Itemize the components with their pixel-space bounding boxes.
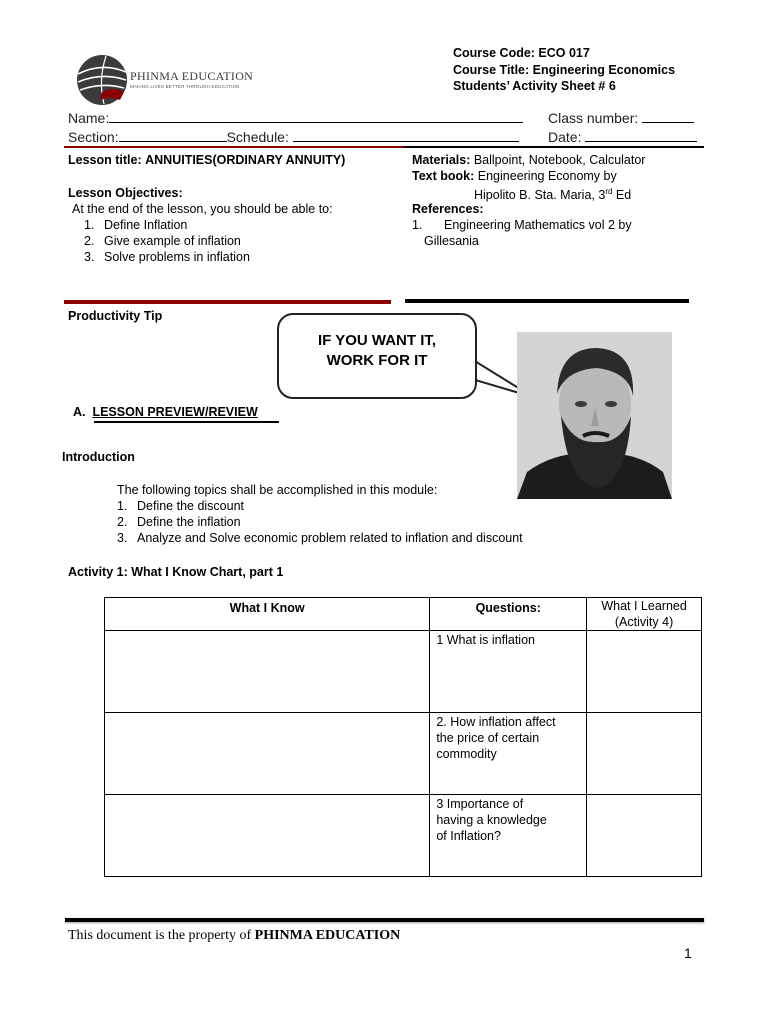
activity1-label: Activity 1: [68, 565, 124, 579]
section-a-letter: A.: [73, 405, 86, 419]
what-i-know-cell[interactable]: [105, 713, 430, 795]
introduction-topics: [117, 498, 523, 546]
textbook-value: Engineering Economy by: [477, 169, 617, 183]
class-number-label: Class number:: [548, 110, 639, 126]
materials-label: Materials:: [412, 153, 471, 167]
list-item: 2. Define the inflation: [117, 515, 241, 529]
schedule-label: Schedule:: [226, 129, 289, 145]
name-field-row: [68, 109, 523, 126]
lesson-title-label: Lesson title:: [68, 153, 142, 167]
productivity-heading: Productivity Tip: [68, 309, 163, 323]
activity1-title: : What I Know Chart, part 1: [123, 565, 284, 579]
table-row: [105, 631, 702, 713]
reference-item-cont: Gillesania: [424, 234, 479, 248]
textbook: [412, 168, 617, 184]
portrait-photo: [517, 332, 672, 499]
date-field[interactable]: [585, 128, 697, 142]
date-row: [548, 128, 697, 145]
page-number: 1: [684, 945, 692, 961]
column-header-questions: Questions:: [430, 598, 587, 631]
column-header-what-i-know: What I Know: [105, 598, 430, 631]
footer-divider: [65, 918, 704, 922]
references-heading: References:: [412, 202, 484, 216]
table-header-row: [105, 598, 702, 631]
list-item: 3. Solve problems in inflation: [84, 250, 250, 264]
what-i-know-cell[interactable]: [105, 631, 430, 713]
question-cell: 3 Importance of having a knowledge of Inflation?: [430, 795, 587, 877]
activity1-heading: [68, 564, 283, 580]
list-item: 1. Define the discount: [117, 499, 245, 513]
introduction-heading: Introduction: [62, 450, 135, 464]
name-label: Name:: [68, 110, 110, 126]
course-info: [453, 45, 675, 95]
list-item: 2. Give example of inflation: [84, 234, 241, 248]
logo-tagline: MAKING LIVES BETTER THROUGH EDUCATION: [130, 84, 240, 89]
section-a-heading: [73, 404, 258, 420]
class-number-field[interactable]: [642, 109, 694, 123]
table-row: [105, 795, 702, 877]
question-cell: 2. How inflation affect the price of certain commodity: [430, 713, 587, 795]
textbook-author: Hipolito B. Sta. Maria, 3rd Ed: [474, 187, 632, 203]
materials: [412, 152, 645, 168]
class-number-row: [548, 109, 694, 126]
objectives-intro: At the end of the lesson, you should be able to:: [72, 202, 333, 216]
introduction-lead: The following topics shall be accomplished in this module:: [117, 483, 438, 497]
materials-value: Ballpoint, Notebook, Calculator: [473, 153, 646, 167]
productivity-quote-bubble: [277, 313, 477, 399]
schedule-field[interactable]: [293, 128, 519, 142]
lesson-title-value: ANNUITIES(ORDINARY ANNUITY): [145, 153, 346, 167]
name-field[interactable]: [109, 109, 523, 123]
textbook-label: Text book:: [412, 169, 475, 183]
section-label: Section:: [68, 129, 119, 145]
table-row: [105, 713, 702, 795]
reference-item: 1. Engineering Mathematics vol 2 by: [412, 218, 632, 232]
objectives-heading: Lesson Objectives:: [68, 186, 183, 200]
date-label: Date:: [548, 129, 582, 145]
section-schedule-row: [68, 128, 519, 145]
lesson-title: [68, 152, 345, 168]
productivity-quote: IF YOU WANT IT, WORK FOR IT: [317, 332, 437, 369]
what-i-learned-cell[interactable]: [587, 713, 702, 795]
section-field[interactable]: [119, 128, 227, 142]
list-item: 3. Analyze and Solve economic problem related to inflation and discount: [117, 531, 523, 545]
what-i-learned-cell[interactable]: [587, 795, 702, 877]
header-divider-red: [64, 146, 404, 148]
objectives-list: [84, 217, 250, 265]
what-i-know-chart: [104, 597, 702, 877]
header-divider-black: [404, 146, 704, 148]
section-a-title: LESSON PREVIEW/REVIEW: [92, 405, 258, 419]
list-item: 1. Define Inflation: [84, 218, 188, 232]
what-i-learned-cell[interactable]: [587, 631, 702, 713]
section-divider-black: [405, 299, 689, 303]
activity-sheet-number: Students’ Activity Sheet # 6: [453, 79, 616, 93]
what-i-know-cell[interactable]: [105, 795, 430, 877]
section-divider-red: [64, 300, 391, 304]
course-title: Course Title: Engineering Economics: [453, 62, 676, 77]
logo-name: PHINMA EDUCATION: [130, 69, 254, 83]
phinma-logo: [76, 52, 254, 108]
course-code: Course Code: ECO 017: [453, 46, 590, 60]
section-a-underline: [94, 421, 279, 423]
phinma-globe-icon: [76, 52, 128, 108]
footer-property-notice: This document is the property of PHINMA EDUCATION: [68, 928, 401, 943]
question-cell: 1 What is inflation: [430, 631, 587, 713]
column-header-what-i-learned: What I Learned (Activity 4): [587, 598, 702, 631]
